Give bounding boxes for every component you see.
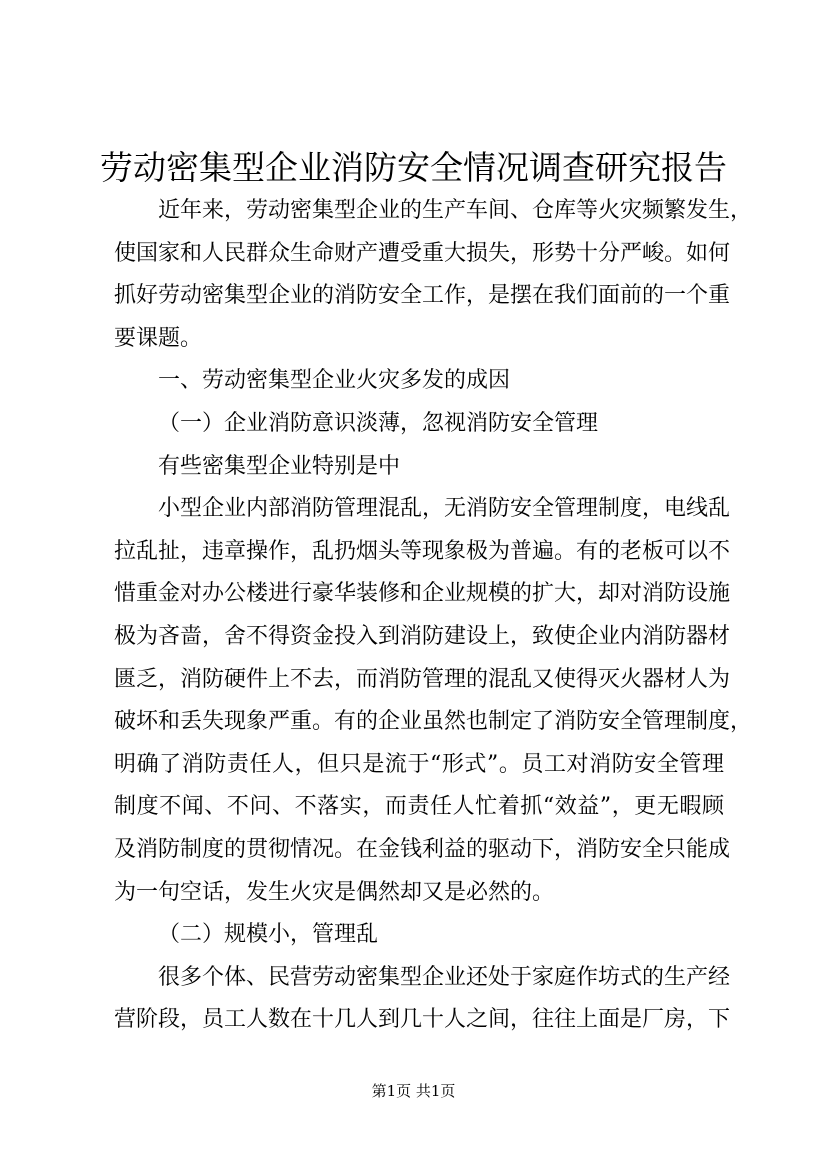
text-line: （二）规模小，管理乱 <box>158 922 379 948</box>
page-footer: 第1页 共1页 <box>371 1082 456 1100</box>
text-line: 营阶段，员工人数在十几人到几十人之间，往往上面是厂房，下 <box>114 1007 731 1033</box>
text-line: 小型企业内部消防管理混乱，无消防安全管理制度，电线乱 <box>158 496 731 522</box>
text-line: 匮乏，消防硬件上不去，而消防管理的混乱又使得灭火器材人为 <box>114 666 731 692</box>
text-line: 要课题。 <box>114 325 203 351</box>
document-title: 劳动密集型企业消防安全情况调查研究报告 <box>100 148 727 187</box>
text-line: 近年来，劳动密集型企业的生产车间、仓库等火灾频繁发生， <box>158 198 753 223</box>
text-line: 破坏和丢失现象严重。有的企业虽然也制定了消防安全管理制度， <box>114 709 753 735</box>
text-line: 制度不闻、不问、不落实，而责任人忙着抓“效益”，更无暇顾 <box>114 794 724 820</box>
text-line: 很多个体、民营劳动密集型企业还处于家庭作坊式的生产经 <box>158 964 731 990</box>
text-line: 拉乱扯，违章操作，乱扔烟头等现象极为普遍。有的老板可以不 <box>114 538 731 564</box>
document-body <box>114 190 753 1042</box>
text-line: 明确了消防责任人，但只是流于“形式”。员工对消防安全管理 <box>114 751 724 777</box>
text-line: 惜重金对办公楼进行豪华装修和企业规模的扩大，却对消防设施 <box>114 581 731 607</box>
text-line: 极为吝啬，舍不得资金投入到消防建设上，致使企业内消防器材 <box>114 623 731 649</box>
text-line: 抓好劳动密集型企业的消防安全工作，是摆在我们面前的一个重 <box>114 283 731 309</box>
text-line: （一）企业消防意识淡薄，忽视消防安全管理 <box>158 410 599 436</box>
text-line: 及消防制度的贯彻情况。在金钱利益的驱动下，消防安全只能成 <box>114 836 731 862</box>
text-line: 使国家和人民群众生命财产遭受重大损失，形势十分严峻。如何 <box>114 240 731 266</box>
text-line: 为一句空话，发生火灾是偶然却又是必然的。 <box>114 879 555 905</box>
text-line: 有些密集型企业特别是中 <box>158 453 401 479</box>
text-line: 一、劳动密集型企业火灾多发的成因 <box>158 368 511 394</box>
